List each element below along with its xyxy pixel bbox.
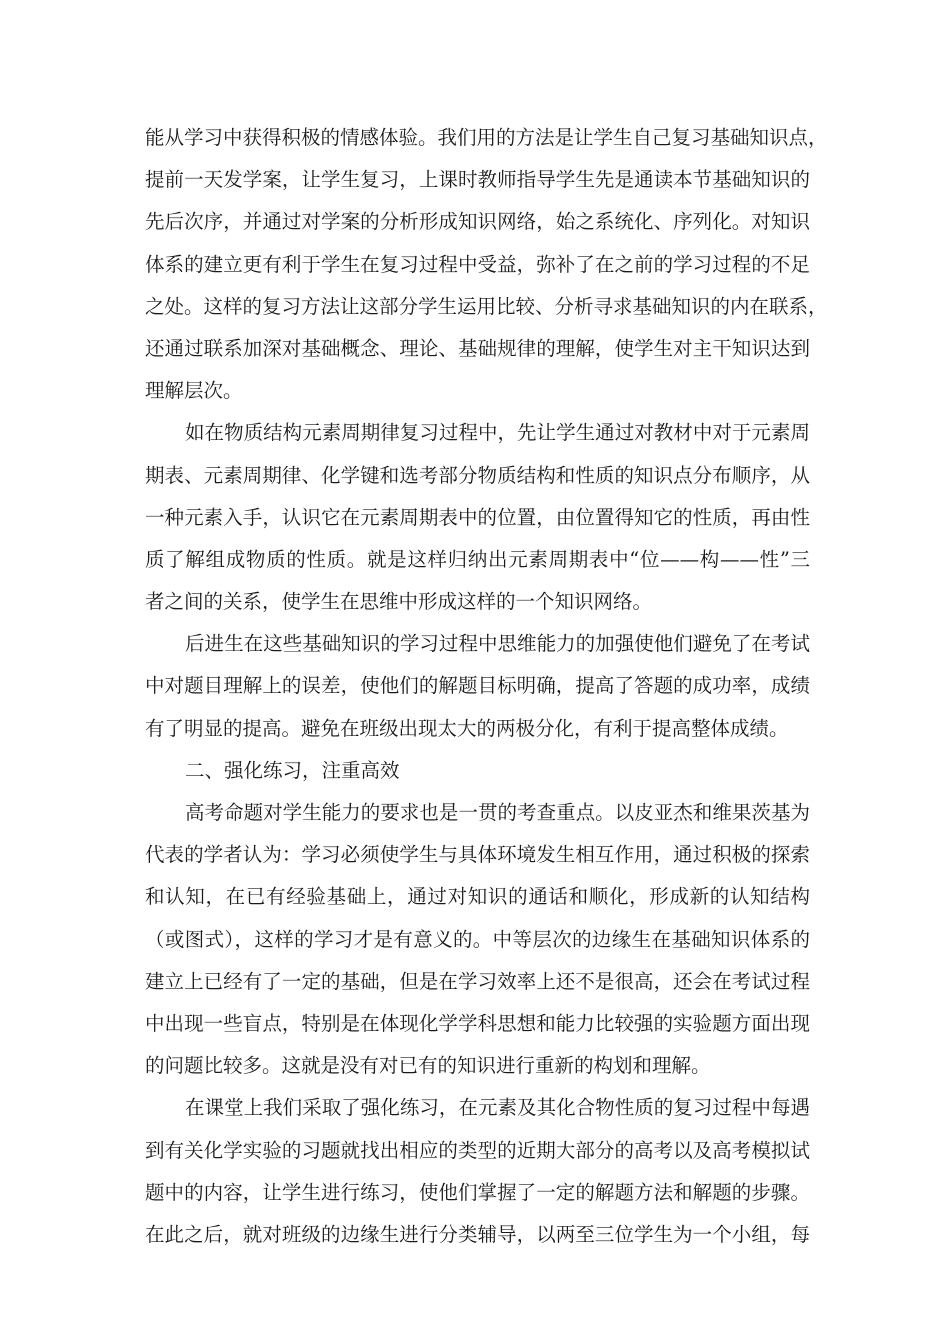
- text-line: 在此之后，就对班级的边缘生进行分类辅导，以两至三位学生为一个小组，每: [145, 1222, 810, 1246]
- body-text: [145, 117, 828, 1256]
- text-line: 高考命题对学生能力的要求也是一贯的考查重点。以皮亚杰和维果茨基为: [185, 801, 810, 824]
- text-line: 体系的建立更有利于学生在复习过程中受益，弥补了在之前的学习过程的不足: [145, 252, 810, 276]
- text-line: 先后次序，并通过对学案的分析形成知识网络，始之系统化、序列化。对知识: [145, 210, 810, 234]
- text-line: 之处。这样的复习方法让这部分学生运用比较、分析寻求基础知识的内在联系，: [145, 294, 828, 318]
- text-line: 提前一天发学案，让学生复习，上课时教师指导学生先是通读本节基础知识的: [145, 168, 810, 192]
- text-line: 中对题目理解上的误差，使他们的解题目标明确，提高了答题的成功率，成绩: [145, 674, 810, 698]
- text-line: 理解层次。: [145, 379, 243, 403]
- text-line: 还通过联系加深对基础概念、理论、基础规律的理解，使学生对主干知识达到: [145, 336, 810, 360]
- text-line: 能从学习中获得积极的情感体验。我们用的方法是让学生自己复习基础知识点，: [145, 126, 828, 149]
- text-line: 有了明显的提高。避免在班级出现太大的两极分化，有利于提高整体成绩。: [145, 716, 789, 740]
- text-line: 一种元素入手，认识它在元素周期表中的位置，由位置得知它的性质，再由性: [145, 505, 810, 529]
- text-line: 者之间的关系，使学生在思维中形成这样的一个知识网络。: [145, 590, 653, 614]
- text-line: 期表、元素周期律、化学键和选考部分物质结构和性质的知识点分布顺序，从: [145, 463, 810, 487]
- text-line: 到有关化学实验的习题就找出相应的类型的近期大部分的高考以及高考模拟试: [145, 1138, 810, 1162]
- text-line: 后进生在这些基础知识的学习过程中思维能力的加强使他们避免了在考试: [185, 632, 810, 656]
- text-line: 中出现一些盲点，特别是在体现化学学科思想和能力比较强的实验题方面出现: [145, 1011, 810, 1035]
- text-line: 在课堂上我们采取了强化练习，在元素及其化合物性质的复习过程中每遇: [185, 1096, 810, 1120]
- text-line: 如在物质结构元素周期律复习过程中，先让学生通过对教材中对于元素周: [185, 421, 810, 445]
- text-line: 和认知，在已有经验基础上，通过对知识的通话和顺化，形成新的认知结构: [145, 885, 810, 909]
- text-line: 代表的学者认为：学习必须使学生与具体环境发生相互作用，通过积极的探索: [145, 843, 810, 867]
- section-heading: 二、强化练习，注重高效: [185, 758, 400, 782]
- text-line: 质了解组成物质的性质。就是这样归纳出元素周期表中“位——构——性”三: [145, 547, 810, 571]
- text-line: 题中的内容，让学生进行练习，使他们掌握了一定的解题方法和解题的步骤。: [145, 1180, 810, 1204]
- text-line: 的问题比较多。这就是没有对已有的知识进行重新的构划和理解。: [145, 1054, 711, 1078]
- text-line: （或图式），这样的学习才是有意义的。中等层次的边缘生在基础知识体系的: [145, 927, 810, 951]
- text-line: 建立上已经有了一定的基础，但是在学习效率上还不是很高，还会在考试过程: [145, 969, 810, 993]
